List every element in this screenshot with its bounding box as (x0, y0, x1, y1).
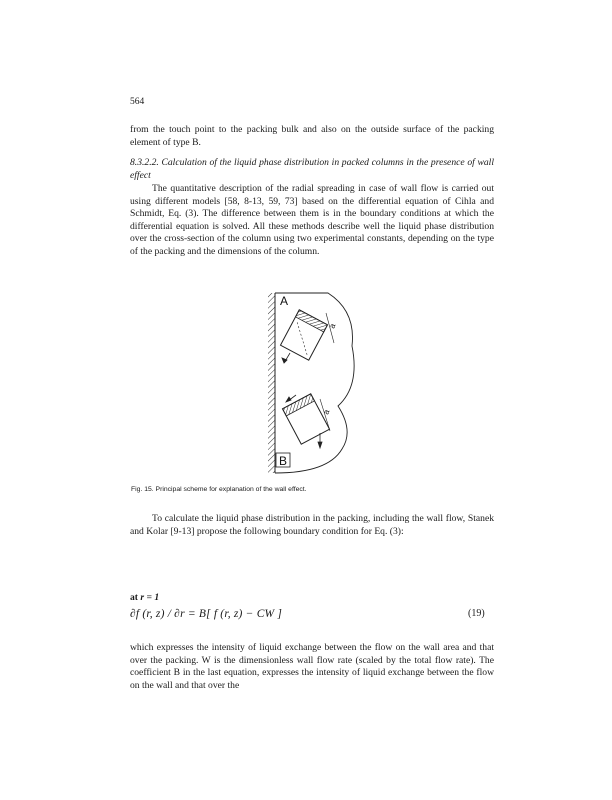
dim-label-top: a (327, 322, 338, 330)
figure-caption: Fig. 15. Principal scheme for explanation of the wall effect. (131, 486, 307, 493)
paragraph-explanation: which expresses the intensity of liquid exchange between the flow on the wall area and that over the packing. W is the dimensionless wall flow rate (scaled by the total flow rate). The coefficient B in the last equation, expresses the intensity of liquid exchange between the flow on the wall and that over the (130, 642, 494, 691)
paragraph-boundary: To calculate the liquid phase distribution in the packing, including the wall flow, Stanek and Kolar [9-13] propose the following boundary condition for Eq. (3): (130, 513, 494, 537)
packing-element-a (280, 310, 327, 360)
wall-effect-figure (268, 291, 364, 477)
equation-19: ∂f (r, z) / ∂r = B[ f (r, z) − CW ] (130, 608, 283, 620)
condition-variable: r = 1 (140, 592, 160, 603)
column-wall (268, 293, 275, 473)
label-b: B (279, 454, 288, 468)
label-a: A (280, 294, 289, 308)
condition-prefix: at (130, 592, 141, 603)
paragraph-intro: The quantitative description of the radial spreading in case of wall flow is carried out using different models [58, 8-13, 59, 73] based on the differential equation of Cihla and Schmidt, Eq. (3). The difference between them is in the boundary conditions at which the differential equation is solved. All these methods describe well the liquid phase distribution over the cross-section of the column using two experimental constants, depending on the type of the packing and the dimensions of the column. (130, 183, 494, 257)
dim-label-bottom: a (321, 408, 332, 416)
boundary-condition (130, 592, 159, 603)
packing-element-b (282, 394, 332, 444)
equation-number: (19) (468, 608, 485, 619)
section-heading: 8.3.2.2. Calculation of the liquid phase distribution in packed columns in the presence of wall effect (130, 157, 494, 181)
paragraph-continuation: from the touch point to the packing bulk and also on the outside surface of the packing element of type B. (130, 124, 494, 148)
page-number: 564 (130, 97, 145, 107)
